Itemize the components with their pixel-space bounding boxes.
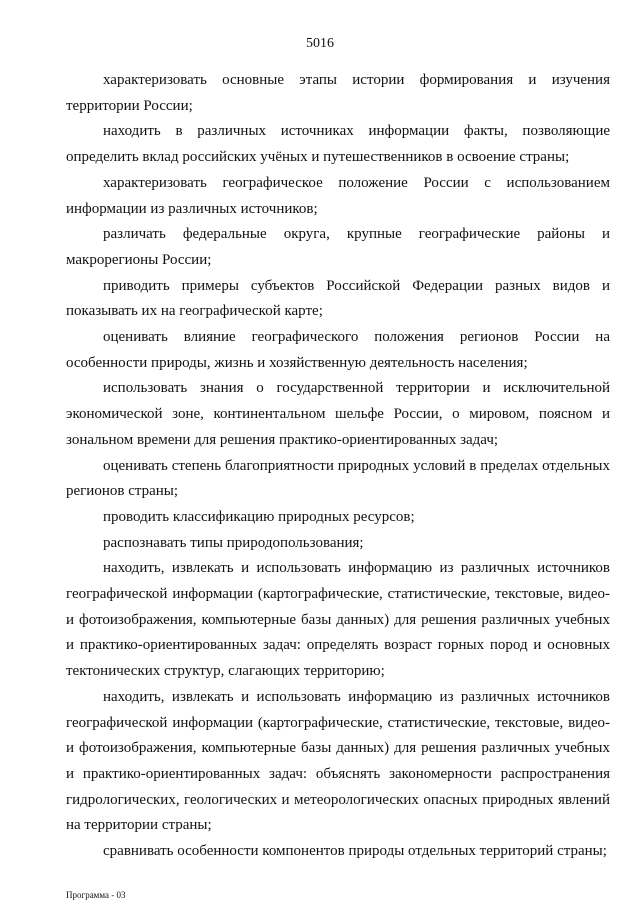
page-footer: Программа - 03 <box>66 890 126 900</box>
paragraph: проводить классификацию природных ресурсов; <box>103 508 415 525</box>
paragraph: находить, извлекать и использовать информацию из различных источников географической информации (картографические, статистические, текстовые, видео- и фотоизображения, компьютерные базы данных) для решения различных учебных и практико-ориентированных задач: объяснять закономерности распространения гидрологических, геологических и метеорологических опасных природных явлений на территории страны; <box>66 688 610 834</box>
document-body <box>66 68 610 865</box>
paragraph: оценивать степень благоприятности природных условий в пределах отдельных регионов страны; <box>66 457 610 500</box>
paragraph: распознавать типы природопользования; <box>103 534 364 551</box>
paragraph: находить, извлекать и использовать информацию из различных источников географической информации (картографические, статистические, текстовые, видео- и фотоизображения, компьютерные базы данных) для решения различных учебных и практико-ориентированных задач: определять возраст горных пород и основных тектонических структур, слагающих территорию; <box>66 560 610 680</box>
paragraph: сравнивать особенности компонентов природы отдельных территорий страны; <box>103 843 607 860</box>
paragraph: приводить примеры субъектов Российской Федерации разных видов и показывать их на географической карте; <box>66 277 610 320</box>
paragraph: характеризовать основные этапы истории формирования и изучения территории России; <box>66 72 610 114</box>
paragraph: использовать знания о государственной территории и исключительной экономической зоне, континентальном шельфе России, о мировом, поясном и зональном времени для решения практико-ориентированных задач; <box>66 380 610 448</box>
paragraph: различать федеральные округа, крупные географические районы и макрорегионы России; <box>66 226 610 268</box>
paragraph: находить в различных источниках информации факты, позволяющие определить вклад российских учёных и путешественников в освоение страны; <box>66 123 610 166</box>
paragraph: характеризовать географическое положение России с использованием информации из различных источников; <box>66 174 610 217</box>
paragraph: оценивать влияние географического положения регионов России на особенности природы, жизнь и хозяйственную деятельность населения; <box>66 329 610 371</box>
page-number: 5016 <box>306 36 334 51</box>
